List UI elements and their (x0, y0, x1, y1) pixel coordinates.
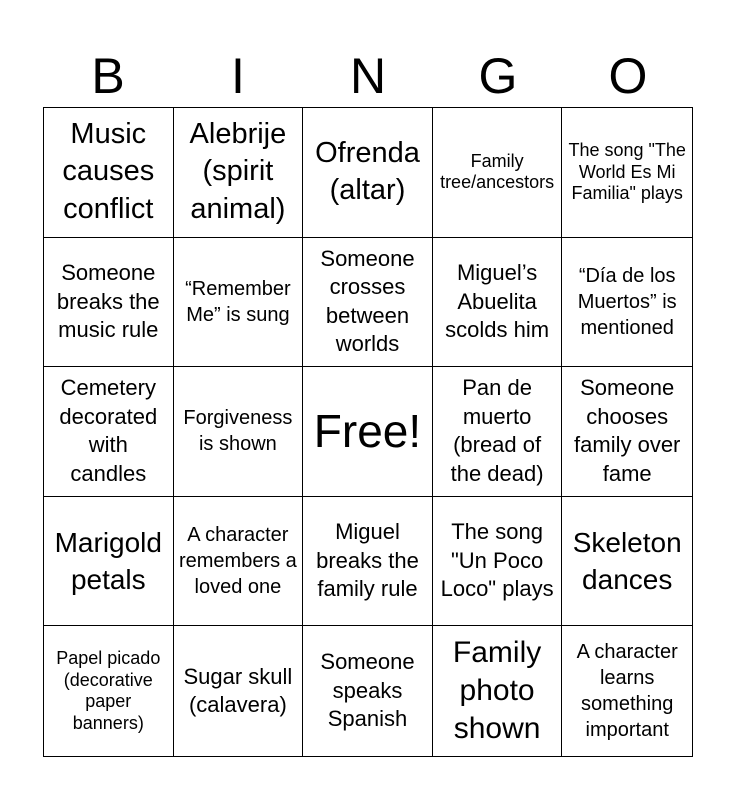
bingo-cell-label: A character remembers a loved one (178, 524, 297, 599)
bingo-cell-label: Cemetery decorated with candles (59, 375, 158, 487)
bingo-cell[interactable] (44, 626, 174, 756)
bingo-cell-label: Free! (313, 404, 422, 457)
bingo-cell[interactable] (303, 238, 433, 368)
bingo-cell-label: “Remember Me” is sung (185, 277, 291, 326)
bingo-cell-label: The song "The World Es Mi Familia" plays (568, 139, 686, 204)
bingo-cell[interactable] (562, 497, 692, 627)
header-letter-o: O (608, 47, 648, 104)
bingo-cell-label: Miguel’s Abuelita scolds him (445, 260, 550, 343)
header-letter-b: B (91, 47, 125, 104)
bingo-cell-label: Marigold petals (54, 526, 162, 596)
bingo-cell[interactable] (433, 367, 563, 497)
bingo-cell[interactable] (562, 108, 692, 238)
bingo-cell[interactable] (303, 626, 433, 756)
bingo-cell-label: Skeleton dances (572, 526, 682, 596)
bingo-cell-label: Someone breaks the music rule (56, 260, 160, 343)
bingo-cell-label: Someone speaks Spanish (320, 649, 415, 732)
bingo-cell[interactable] (433, 626, 563, 756)
bingo-cell[interactable] (174, 367, 304, 497)
bingo-cell[interactable] (562, 626, 692, 756)
bingo-cell[interactable] (562, 238, 692, 368)
bingo-cell[interactable] (44, 108, 174, 238)
bingo-cell[interactable] (562, 367, 692, 497)
bingo-cell[interactable] (44, 238, 174, 368)
bingo-cell-label: A character learns something important (576, 641, 678, 742)
bingo-cell[interactable] (174, 497, 304, 627)
header-letter-g: G (478, 47, 518, 104)
bingo-cell-label: Family tree/ancestors (440, 150, 555, 193)
bingo-cell-label: Alebrije (spirit animal) (189, 117, 287, 226)
bingo-cell-label: The song "Un Poco Loco" plays (440, 519, 554, 602)
bingo-cell-label: Forgiveness is shown (183, 407, 293, 456)
bingo-cell-label: “Día de los Muertos” is mentioned (577, 264, 677, 339)
bingo-cell-label: Pan de muerto (bread of the dead) (450, 375, 544, 487)
bingo-free-space[interactable] (303, 367, 433, 497)
header-letter-n: N (349, 47, 387, 104)
bingo-cell-label: Papel picado (decorative paper banners) (56, 648, 161, 733)
bingo-cell[interactable] (433, 238, 563, 368)
bingo-cell[interactable] (44, 367, 174, 497)
bingo-cell-label: Miguel breaks the family rule (316, 519, 419, 602)
bingo-cell[interactable] (303, 108, 433, 238)
bingo-cell[interactable] (433, 497, 563, 627)
bingo-cell-label: Sugar skull (calavera) (183, 663, 293, 718)
bingo-cell-label: Music causes conflict (62, 117, 155, 226)
bingo-board (43, 107, 693, 757)
bingo-cell-label: Someone crosses between worlds (320, 245, 415, 357)
bingo-cell[interactable] (174, 238, 304, 368)
header-letter-i: I (231, 47, 245, 104)
bingo-cell[interactable] (303, 497, 433, 627)
bingo-cell[interactable] (433, 108, 563, 238)
bingo-cell-label: Family photo shown (452, 635, 542, 746)
bingo-cell[interactable] (174, 108, 304, 238)
bingo-cell[interactable] (174, 626, 304, 756)
bingo-cell[interactable] (44, 497, 174, 627)
bingo-header (43, 48, 693, 103)
bingo-cell-label: Ofrenda (altar) (315, 136, 420, 207)
bingo-cell-label: Someone chooses family over fame (574, 375, 681, 487)
